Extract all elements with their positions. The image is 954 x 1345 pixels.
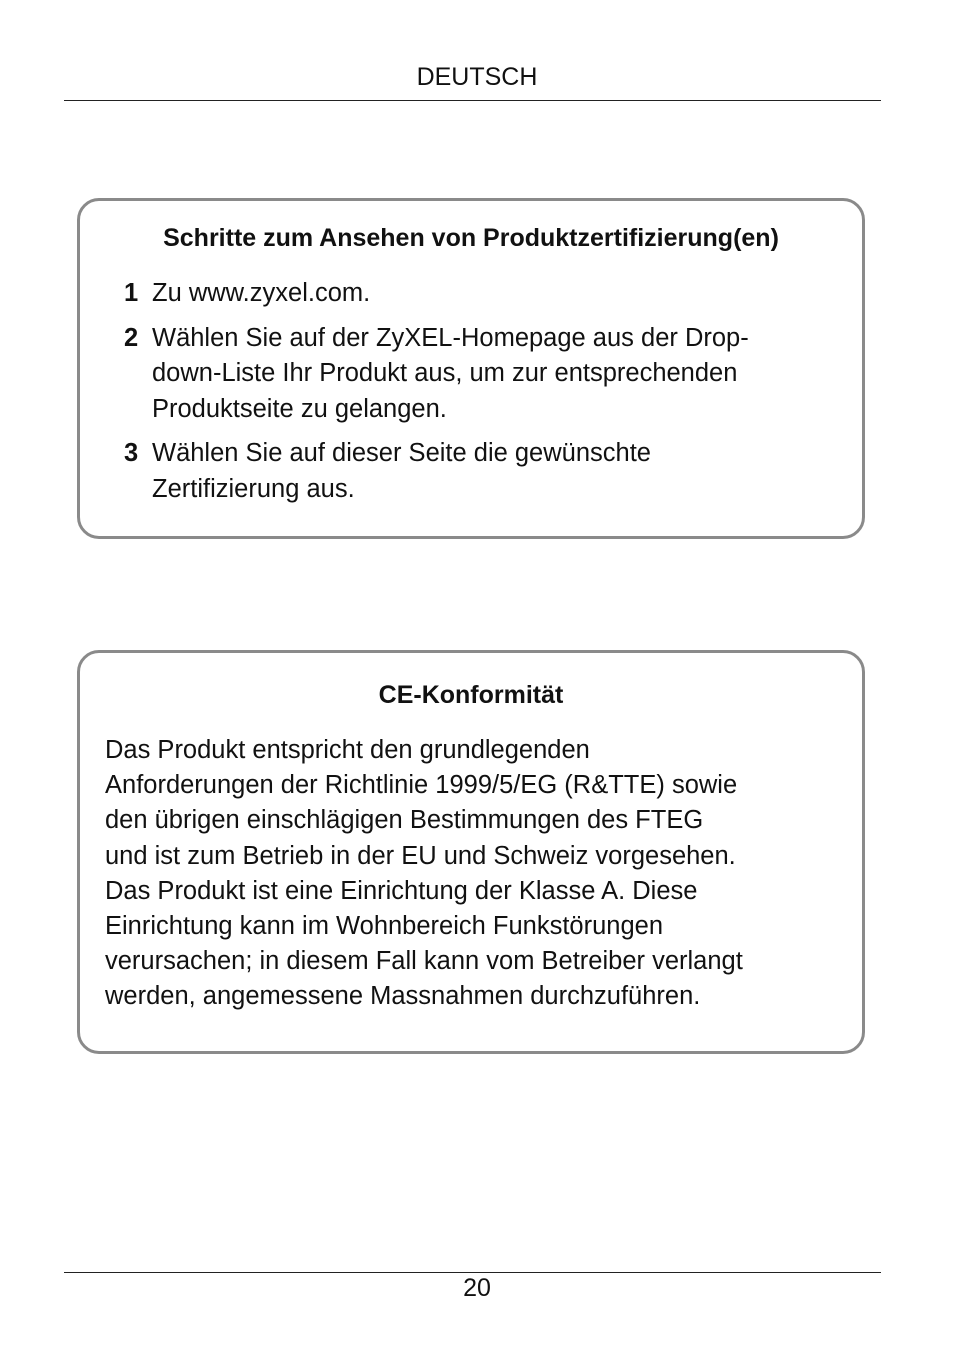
certification-steps-list — [124, 276, 854, 516]
step-number: 1 — [124, 279, 139, 307]
step-number: 2 — [124, 323, 139, 352]
step-item — [124, 276, 854, 312]
step-item — [124, 321, 854, 428]
page-number: 20 — [463, 1274, 491, 1302]
header-divider — [64, 100, 881, 101]
ce-conformity-text: Das Produkt entspricht den grundlegenden Anforderungen der Richtlinie 1999/5/EG (R&TTE) sowie den übrigen einschlägigen Bestimmungen des FTEG und ist zum Betrieb in der EU und Schweiz vorgesehen. Das Produkt ist eine Einrichtung der Klasse A. Diese Einrichtung kann im Wohnbereich Funkstörungen verursachen; in diesem Fall kann vom Betreiber verlangt werden, angemessene Massnahmen durchzuführen. — [105, 736, 743, 1011]
ce-conformity-box — [77, 650, 865, 1054]
certification-box-title: Schritte zum Ansehen von Produktzertifizierung(en) — [163, 224, 779, 252]
step-text: Zu www.zyxel.com. — [152, 279, 371, 307]
step-text: Wählen Sie auf dieser Seite die gewünschte Zertifizierung aus. — [152, 439, 651, 503]
step-item — [124, 436, 854, 507]
ce-box-title: CE-Konformität — [378, 681, 564, 709]
certification-steps-box — [77, 198, 865, 539]
step-text: Wählen Sie auf der ZyXEL-Homepage aus der Drop- down-Liste Ihr Produkt aus, um zur entsprechenden Produktseite zu gelangen. — [152, 323, 749, 423]
page-header-title: DEUTSCH — [416, 63, 538, 91]
step-number: 3 — [124, 439, 139, 467]
